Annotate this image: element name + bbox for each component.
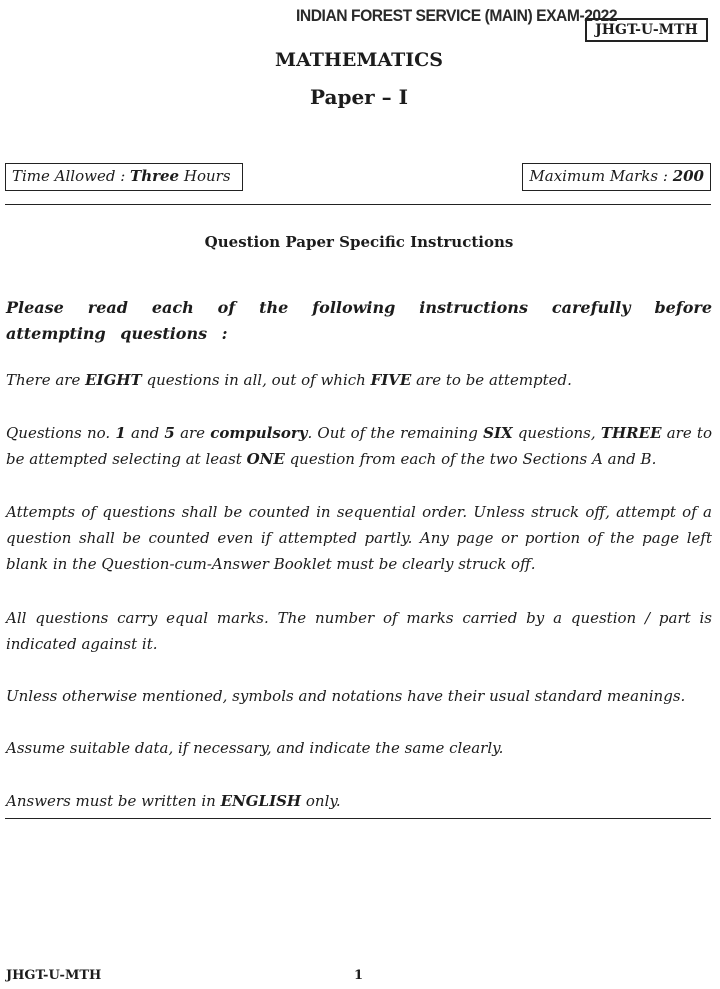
footer-page-number: 1 <box>354 968 364 983</box>
instruction-question-count: There are EIGHT questions in all, out of which FIVE are to be attempted. <box>6 371 572 389</box>
instruction-equal-marks: All questions carry equal marks. The number of marks carried by a question / part is indicated against it. <box>6 609 712 653</box>
subject-title: MATHEMATICS <box>275 49 443 71</box>
time-value: Three <box>130 167 180 185</box>
instruction-language: Answers must be written in ENGLISH only. <box>6 792 341 810</box>
instructions-heading: Question Paper Specific Instructions <box>204 233 514 251</box>
bottom-divider <box>5 818 711 819</box>
time-label: Time Allowed : <box>12 167 131 185</box>
time-allowed-box <box>5 163 243 191</box>
instructions-intro: Please read each of the following instructions carefully before attempting questions : <box>6 298 712 343</box>
paper-code-box: JHGT-U-MTH <box>585 18 708 42</box>
instruction-suitable-data: Assume suitable data, if necessary, and indicate the same clearly. <box>6 739 504 757</box>
marks-value: 200 <box>672 167 704 185</box>
footer-paper-code: JHGT-U-MTH <box>6 968 102 983</box>
exam-title: INDIAN FOREST SERVICE (MAIN) EXAM-2022 <box>296 6 618 25</box>
instruction-symbols: Unless otherwise mentioned, symbols and notations have their usual standard meanings. <box>6 687 686 705</box>
paper-title: Paper – I <box>310 85 408 109</box>
maximum-marks-box <box>522 163 711 191</box>
instruction-compulsory: Questions no. 1 and 5 are compulsory. Out of the remaining SIX questions, THREE are to be attempted selecting at least ONE question from each of the two Sections A and B. <box>6 424 712 468</box>
time-unit: Hours <box>179 167 231 185</box>
marks-label: Maximum Marks : <box>529 167 673 185</box>
top-divider <box>5 204 711 205</box>
instruction-sequential-order: Attempts of questions shall be counted in sequential order. Unless struck off, attempt of a question shall be counted even if attempted partly. Any page or portion of the page left blank in the Question-cum-Answer Booklet must be clearly struck off. <box>6 503 712 573</box>
